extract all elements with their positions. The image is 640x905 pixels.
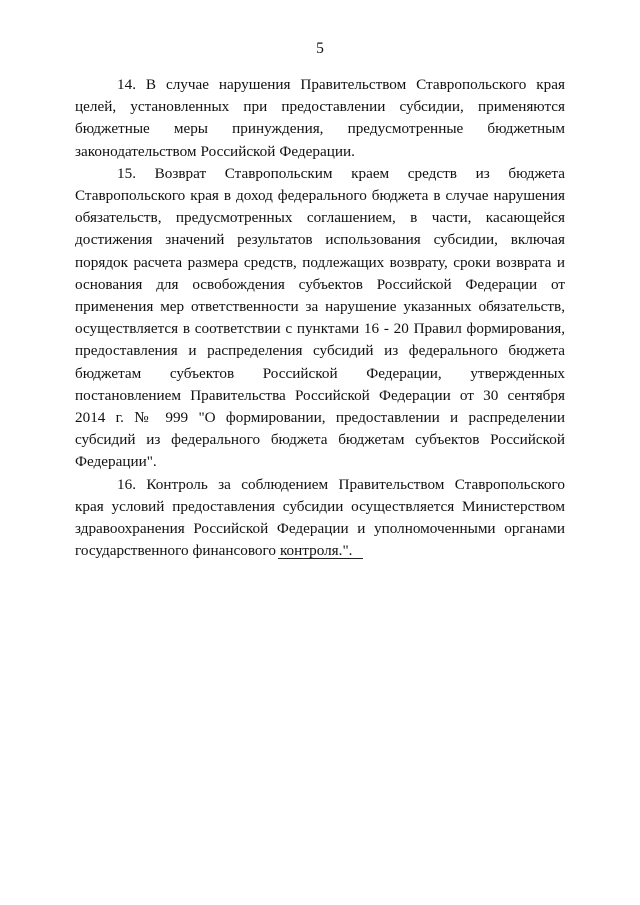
paragraph-14: 14. В случае нарушения Правительством Ставропольского края целей, установленных при предоставлении субсидии, применяются бюджетные меры принуждения, предусмотренные бюджетным законодательством Российской Федерации. xyxy=(75,76,565,160)
document-body xyxy=(75,74,565,562)
paragraph-15: 15. Возврат Ставропольским краем средств из бюджета Ставропольского края в доход федерального бюджета в случае нарушения обязательств, предусмотренных соглашением, в части, касающейся достижения значений результатов использования субсидии, включая порядок расчета размера средств, подлежащих возврату, сроки возврата и основания для освобождения субъектов Российской Федерации от применения мер ответственности за нарушение указанных обязательств, осуществляется в соответствии с пунктами 16 - 20 Правил формирования, предоставления и распределения субсидий из федерального бюджета бюджетам субъектов Российской Федерации, утвержденных постановлением Правительства Российской Федерации от 30 сентября 2014 г. № 999 "О формировании, предоставлении и распределении субсидий из федерального бюджета бюджетам субъектов Российской Федерации". xyxy=(75,164,565,471)
page-number: 5 xyxy=(316,40,324,57)
closing-divider-line xyxy=(278,558,363,559)
paragraph-16: 16. Контроль за соблюдением Правительством Ставропольского края условий предоставления субсидии осуществляется Министерством здравоохранения Российской Федерации и уполномоченными органами государственного финансового контроля.". xyxy=(75,475,565,560)
